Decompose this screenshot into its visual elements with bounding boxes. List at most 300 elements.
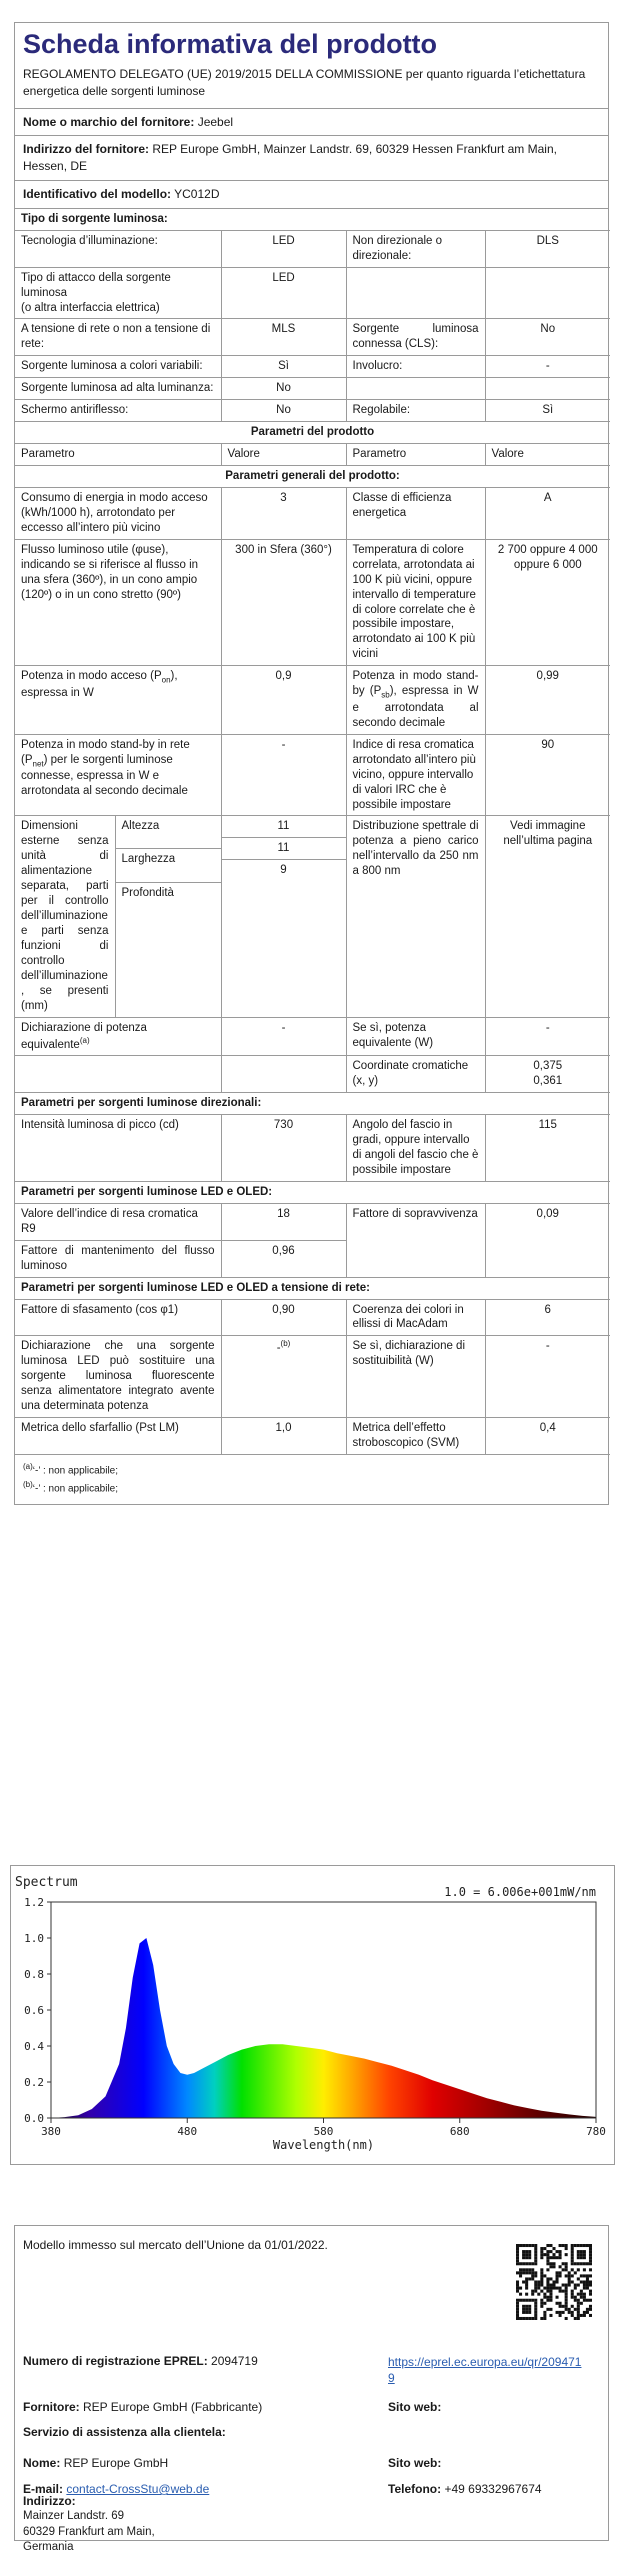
maintenance-label: Fattore di mantenimento del flusso luminoso — [15, 1240, 221, 1277]
power-factor-label: Fattore di sfasamento (cos φ1) — [15, 1299, 221, 1336]
qr-module — [525, 2244, 528, 2247]
footnotes — [15, 1455, 608, 1504]
y-tick-label: 0.0 — [24, 2112, 44, 2125]
qr-module — [552, 2265, 555, 2268]
qr-module — [549, 2299, 552, 2302]
qr-module — [568, 2280, 571, 2283]
qr-module — [571, 2274, 574, 2277]
qr-module — [552, 2287, 555, 2290]
mains-label: A tensione di rete o non a tensione di rete: — [15, 319, 221, 356]
qr-module — [540, 2302, 543, 2305]
qr-module — [525, 2280, 528, 2283]
eprel-value: 2094719 — [211, 2354, 258, 2368]
qr-module — [531, 2271, 534, 2274]
empty-cell — [221, 1056, 346, 1093]
qr-module — [571, 2268, 574, 2271]
qr-module — [528, 2271, 531, 2274]
qr-module — [534, 2311, 537, 2314]
chart-scale-note: 1.0 = 6.006e+001mW/nm — [444, 1885, 596, 1899]
flux-label: Flusso luminoso utile (φuse), indicando se si riferisce al flusso in una sfera (360º), in un cono ampio (120º) o in un cono stretto (90º) — [15, 539, 221, 666]
qr-module — [528, 2277, 531, 2280]
qr-module — [516, 2314, 519, 2317]
colour-label: Sorgente luminosa a colori variabili: — [15, 356, 221, 378]
qr-module — [565, 2305, 568, 2308]
x-tick-label: 680 — [449, 2125, 470, 2138]
qr-module — [571, 2280, 574, 2283]
qr-module — [589, 2293, 592, 2296]
qr-module — [571, 2253, 574, 2256]
email-link[interactable]: contact-CrossStu@web.de — [66, 2482, 210, 2496]
qr-module — [540, 2274, 543, 2277]
dimmable-value: Sì — [485, 400, 610, 422]
address-block — [23, 2494, 76, 2510]
qr-module — [586, 2280, 589, 2283]
qr-module — [559, 2256, 562, 2259]
qr-module — [516, 2262, 519, 2265]
equivalent-watt-label: Se sì, potenza equivalente (W) — [346, 1017, 485, 1056]
table-row — [15, 1017, 610, 1056]
qr-module — [516, 2259, 519, 2262]
cap-label-line: Tipo di attacco della sorgente luminosa — [21, 271, 171, 299]
qr-module — [525, 2277, 528, 2280]
y-tick-label: 0.2 — [24, 2076, 44, 2089]
qr-module — [516, 2287, 519, 2290]
qr-module — [531, 2290, 534, 2293]
type-heading: Tipo di sorgente luminosa: — [15, 209, 610, 230]
qr-module — [559, 2287, 562, 2290]
power-on-label-text: ), espressa in W — [21, 670, 178, 699]
peak-intensity-label: Intensità luminosa di picco (cd) — [15, 1115, 221, 1182]
survival-value: 0,09 — [485, 1203, 610, 1277]
qr-module — [565, 2308, 568, 2311]
energy-label: Consumo di energia in modo acceso (kWh/1000 h), arrotondato per eccesso all’intero più vicino — [15, 487, 221, 539]
qr-module — [580, 2302, 583, 2305]
qr-module — [577, 2311, 580, 2314]
supplier-address-value: REP Europe GmbH, Mainzer Landstr. 69, 60329 Hessen Frankfurt am Main, Hessen, DE — [23, 142, 557, 174]
qr-module — [546, 2299, 549, 2302]
qr-module — [525, 2287, 528, 2290]
qr-module — [559, 2311, 562, 2314]
equivalent-power-label-text: Dichiarazione di potenza equivalente — [21, 1021, 147, 1051]
qr-module — [565, 2287, 568, 2290]
equivalent-power-value: - — [221, 1017, 346, 1056]
beam-angle-label: Angolo del fascio in gradi, oppure intervallo di angoli del fascio che è possibile impostare — [346, 1115, 485, 1182]
qr-module — [531, 2277, 534, 2280]
replacement-watt-label: Se sì, dichiarazione di sostituibilità (W) — [346, 1336, 485, 1418]
networked-standby-label — [15, 734, 221, 816]
spectrum-chart — [11, 1866, 614, 2164]
networked-standby-value: - — [221, 734, 346, 816]
qr-module — [546, 2250, 549, 2253]
qr-module — [540, 2256, 543, 2259]
qr-module — [531, 2274, 534, 2277]
qr-module — [543, 2274, 546, 2277]
qr-module — [583, 2284, 586, 2287]
qr-module — [583, 2280, 586, 2283]
qr-module — [549, 2287, 552, 2290]
qr-module — [568, 2308, 571, 2311]
qr-module — [577, 2293, 580, 2296]
qr-module — [537, 2284, 540, 2287]
qr-module — [589, 2253, 592, 2256]
qr-module — [565, 2262, 568, 2265]
x-tick-label: 780 — [586, 2125, 606, 2138]
table-row — [15, 666, 610, 735]
qr-module — [525, 2284, 528, 2287]
r9-value: 18 — [221, 1203, 346, 1240]
qr-module — [522, 2299, 525, 2302]
qr-module — [565, 2268, 568, 2271]
qr-module — [534, 2262, 537, 2265]
qr-module — [522, 2253, 525, 2256]
cap-label-line: (o altra interfaccia elettrica) — [21, 301, 160, 314]
table-row — [15, 1418, 610, 1455]
equivalent-power-label — [15, 1017, 221, 1056]
led-mains-heading-row — [15, 1277, 610, 1299]
cri-value: 90 — [485, 734, 610, 816]
qr-module — [516, 2290, 519, 2293]
qr-module — [562, 2305, 565, 2308]
qr-module — [522, 2308, 525, 2311]
qr-module — [559, 2302, 562, 2305]
qr-module — [534, 2253, 537, 2256]
model-row — [15, 181, 608, 209]
footnote-b — [23, 1479, 600, 1497]
qr-module — [546, 2262, 549, 2265]
qr-module — [528, 2299, 531, 2302]
qr-module — [571, 2290, 574, 2293]
qr-module — [577, 2284, 580, 2287]
qr-module — [540, 2253, 543, 2256]
macadam-label: Coerenza dei colori in ellissi di MacAdam — [346, 1299, 485, 1336]
footer-panel — [14, 2225, 609, 2554]
qr-module — [540, 2299, 543, 2302]
qr-module — [577, 2302, 580, 2305]
qr-module — [543, 2287, 546, 2290]
qr-module — [540, 2305, 543, 2308]
table-row — [15, 356, 610, 378]
service-name-value: REP Europe GmbH — [63, 2456, 169, 2470]
qr-module — [519, 2244, 522, 2247]
power-on-label-text: Potenza in modo acceso (P — [21, 670, 162, 683]
qr-module — [522, 2268, 525, 2271]
standby-label-text: ), espressa in W e arrotondata al secondo decimale — [352, 685, 479, 729]
qr-module — [516, 2250, 519, 2253]
qr-module — [574, 2244, 577, 2247]
dimension-value-row — [222, 816, 346, 837]
qr-module — [583, 2287, 586, 2290]
qr-module — [556, 2280, 559, 2283]
qr-module — [534, 2256, 537, 2259]
qr-module — [516, 2247, 519, 2250]
qr-module — [546, 2256, 549, 2259]
qr-module — [522, 2305, 525, 2308]
qr-module — [534, 2305, 537, 2308]
qr-module — [589, 2314, 592, 2317]
qr-module — [543, 2296, 546, 2299]
qr-module — [589, 2284, 592, 2287]
spectrum-area — [51, 1938, 596, 2118]
qr-code-icon[interactable] — [516, 2244, 592, 2320]
qr-module — [589, 2244, 592, 2247]
qr-module — [546, 2280, 549, 2283]
qr-module — [522, 2250, 525, 2253]
qr-module — [562, 2268, 565, 2271]
dimension-value-row — [222, 860, 346, 881]
empty-cell — [346, 267, 485, 319]
qr-module — [586, 2262, 589, 2265]
y-tick-label: 0.8 — [24, 1968, 44, 1981]
supplier-name-row — [15, 109, 608, 137]
qr-module — [552, 2262, 555, 2265]
qr-module — [519, 2274, 522, 2277]
qr-module — [574, 2271, 577, 2274]
qr-module — [543, 2293, 546, 2296]
qr-module — [540, 2268, 543, 2271]
qr-module — [583, 2253, 586, 2256]
glare-label: Schermo antiriflesso: — [15, 400, 221, 422]
qr-module — [525, 2271, 528, 2274]
qr-module — [534, 2274, 537, 2277]
column-header-value: Valore — [485, 444, 610, 466]
qr-module — [571, 2244, 574, 2247]
width-label: Larghezza — [115, 849, 221, 882]
qr-module — [516, 2244, 519, 2247]
qr-module — [525, 2308, 528, 2311]
qr-module — [546, 2244, 549, 2247]
qr-module — [574, 2308, 577, 2311]
tech-value: LED — [221, 230, 346, 267]
qr-module — [577, 2262, 580, 2265]
params-heading-row — [15, 422, 610, 444]
supplier-label: Fornitore: — [23, 2400, 80, 2414]
qr-module — [565, 2247, 568, 2250]
table-row — [15, 319, 610, 356]
qr-module — [546, 2268, 549, 2271]
qr-module — [534, 2314, 537, 2317]
qr-module — [571, 2250, 574, 2253]
column-header-row — [15, 444, 610, 466]
width-value: 11 — [222, 838, 346, 860]
qr-module — [519, 2262, 522, 2265]
stroboscopic-value: 0,4 — [485, 1418, 610, 1455]
qr-module — [583, 2256, 586, 2259]
qr-module — [525, 2256, 528, 2259]
table-row — [15, 1336, 610, 1418]
qr-module — [586, 2284, 589, 2287]
qr-module — [571, 2311, 574, 2314]
qr-module — [571, 2314, 574, 2317]
product-information-sheet — [14, 22, 609, 1505]
chromaticity-value — [485, 1056, 610, 1093]
qr-module — [522, 2311, 525, 2314]
qr-module — [534, 2308, 537, 2311]
qr-module — [531, 2244, 534, 2247]
footnote-a-mark: (a) — [23, 1461, 33, 1471]
x-tick-label: 480 — [177, 2125, 198, 2138]
dimensions-subtable — [15, 816, 221, 1016]
qr-module — [534, 2290, 537, 2293]
qr-module — [583, 2293, 586, 2296]
qr-module — [565, 2317, 568, 2320]
qr-module — [577, 2314, 580, 2317]
column-header-param: Parametro — [346, 444, 485, 466]
dimensions-values-subtable — [222, 816, 346, 881]
qr-module — [583, 2296, 586, 2299]
qr-module — [559, 2305, 562, 2308]
height-value: 11 — [222, 816, 346, 837]
qr-module — [565, 2296, 568, 2299]
qr-module — [589, 2290, 592, 2293]
replacement-watt-value: - — [485, 1336, 610, 1418]
qr-module — [540, 2247, 543, 2250]
qr-module — [559, 2253, 562, 2256]
qr-module — [546, 2290, 549, 2293]
column-header-value: Valore — [221, 444, 346, 466]
footnote-a-text: ‘-’ : non applicabile; — [32, 1465, 119, 1477]
qr-module — [531, 2268, 534, 2271]
qr-module — [528, 2244, 531, 2247]
table-row — [15, 539, 610, 666]
qr-module — [519, 2317, 522, 2320]
high-luminance-value: No — [221, 378, 346, 400]
qr-module — [574, 2296, 577, 2299]
mains-value: MLS — [221, 319, 346, 356]
qr-module — [574, 2262, 577, 2265]
qr-module — [571, 2296, 574, 2299]
qr-module — [540, 2271, 543, 2274]
power-on-value: 0,9 — [221, 666, 346, 735]
r9-label: Valore dell’indice di resa cromatica R9 — [15, 1203, 221, 1240]
qr-module — [534, 2299, 537, 2302]
plot-area — [51, 1938, 596, 2118]
replacement-label: Dichiarazione che una sorgente luminosa LED può sostituire una sorgente luminosa fluorescente senza alimentatore integrato avente una determinata potenza — [15, 1336, 221, 1418]
qr-module — [522, 2317, 525, 2320]
led-heading: Parametri per sorgenti luminose LED e OLED: — [15, 1181, 610, 1203]
qr-module — [549, 2244, 552, 2247]
qr-module — [552, 2280, 555, 2283]
qr-module — [571, 2256, 574, 2259]
qr-module — [580, 2262, 583, 2265]
general-heading-row — [15, 466, 610, 488]
class-value: A — [485, 487, 610, 539]
qr-module — [589, 2299, 592, 2302]
table-row — [15, 230, 610, 267]
qr-module — [519, 2268, 522, 2271]
qr-module — [589, 2274, 592, 2277]
qr-module — [565, 2284, 568, 2287]
table-row — [15, 487, 610, 539]
qr-module — [519, 2299, 522, 2302]
footnote-a — [23, 1461, 600, 1479]
qr-module — [565, 2244, 568, 2247]
qr-module — [577, 2308, 580, 2311]
qr-module — [580, 2314, 583, 2317]
standby-label-text: Potenza in modo stand-by (P — [352, 670, 479, 698]
macadam-value: 6 — [485, 1299, 610, 1336]
qr-module — [546, 2287, 549, 2290]
qr-module — [583, 2268, 586, 2271]
qr-module — [516, 2302, 519, 2305]
y-tick-label: 0.6 — [24, 2004, 44, 2017]
depth-label: Profondità — [115, 882, 221, 1017]
qr-module — [543, 2247, 546, 2250]
footnote-marker-b: (b) — [280, 1339, 291, 1349]
qr-module — [577, 2277, 580, 2280]
qr-module — [534, 2280, 537, 2283]
dimmable-label: Regolabile: — [346, 400, 485, 422]
cap-value: LED — [221, 267, 346, 319]
table-row — [15, 267, 610, 319]
dimensions-label: Dimensioni esterne senza unità di alimentazione separata, parti per il controllo dell’illuminazione e parti senza funzioni di controllo dell’illuminazione, se presenti (mm) — [15, 816, 115, 1016]
qr-module — [556, 2274, 559, 2277]
spectrum-chart-frame — [10, 1865, 615, 2165]
y-tick-label: 0.4 — [24, 2040, 44, 2053]
qr-module — [546, 2284, 549, 2287]
qr-module — [556, 2287, 559, 2290]
qr-module — [571, 2262, 574, 2265]
regulation-subtitle: REGOLAMENTO DELEGATO (UE) 2019/2015 DELLA COMMISSIONE per quanto riguarda l’etichettatura energetica delle sorgenti luminose — [23, 67, 586, 98]
qr-module — [580, 2280, 583, 2283]
footnote-b-text: ‘-’ : non applicabile; — [32, 1483, 119, 1495]
qr-module — [586, 2244, 589, 2247]
eprel-link[interactable]: https://eprel.ec.europa.eu/qr/2094719 — [388, 2355, 582, 2386]
qr-module — [583, 2299, 586, 2302]
model-value: YC012D — [174, 187, 220, 202]
qr-module — [549, 2308, 552, 2311]
empty-cell — [485, 378, 610, 400]
directional-value: DLS — [485, 230, 610, 267]
qr-module — [528, 2262, 531, 2265]
qr-module — [525, 2262, 528, 2265]
qr-module — [580, 2244, 583, 2247]
qr-module — [540, 2317, 543, 2320]
qr-module — [565, 2299, 568, 2302]
qr-module — [540, 2280, 543, 2283]
qr-module — [571, 2247, 574, 2250]
led-heading-row — [15, 1181, 610, 1203]
qr-module — [522, 2256, 525, 2259]
qr-module — [571, 2293, 574, 2296]
flux-value: 300 in Sfera (360°) — [221, 539, 346, 666]
qr-module — [589, 2256, 592, 2259]
qr-module — [522, 2271, 525, 2274]
qr-module — [546, 2296, 549, 2299]
qr-module — [531, 2293, 534, 2296]
flicker-value: 1,0 — [221, 1418, 346, 1455]
qr-module — [562, 2311, 565, 2314]
qr-module — [580, 2293, 583, 2296]
address-line: Mainzer Landstr. 69 — [23, 2510, 125, 2522]
column-header-param: Parametro — [15, 444, 221, 466]
qr-module — [556, 2271, 559, 2274]
qr-module — [589, 2308, 592, 2311]
qr-module — [534, 2287, 537, 2290]
qr-module — [549, 2284, 552, 2287]
qr-module — [534, 2244, 537, 2247]
qr-module — [562, 2244, 565, 2247]
empty-cell — [15, 1056, 221, 1093]
qr-module — [559, 2274, 562, 2277]
qr-module — [534, 2302, 537, 2305]
chromaticity-y: 0,361 — [533, 1075, 563, 1088]
networked-standby-label-text: ) per le sorgenti luminose connesse, espressa in W e arrotondata al secondo decimale — [21, 753, 188, 798]
qr-module — [528, 2317, 531, 2320]
qr-module — [543, 2302, 546, 2305]
directional-heading-row — [15, 1093, 610, 1115]
qr-module — [580, 2253, 583, 2256]
qr-module — [565, 2253, 568, 2256]
